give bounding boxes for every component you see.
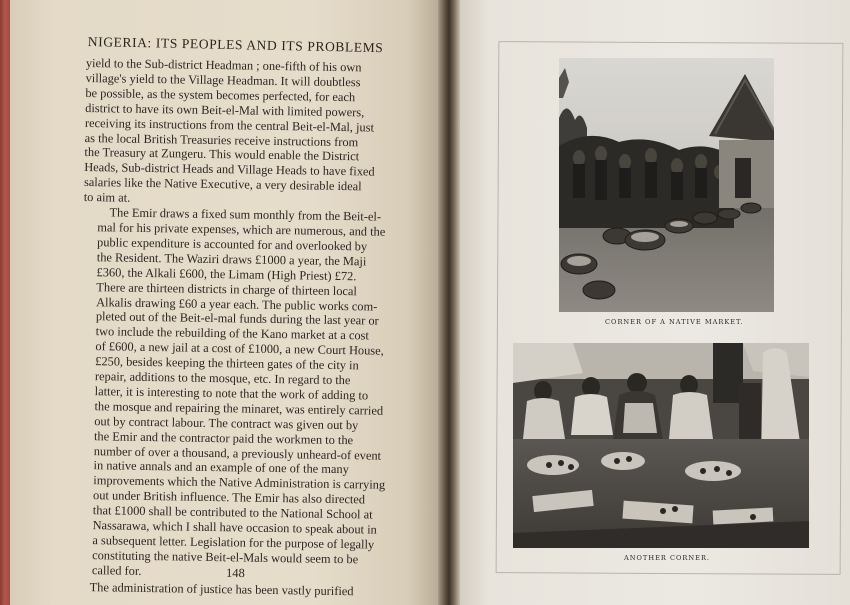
text-line: public expenditure is accounted for and overlooked by bbox=[96, 235, 368, 254]
text-line: constituting the native Beit-el-Mals would seem to be bbox=[92, 548, 359, 567]
text-line: Nassarawa, which I shall have occasion to speak about in bbox=[92, 518, 377, 537]
body-text bbox=[78, 56, 398, 599]
text-line: of £600, a new jail at a cost of £1000, a new Court House, bbox=[95, 339, 384, 358]
text-line: be possible, as the system becomes perfected, for each bbox=[85, 85, 356, 105]
text-line: pleted out of the Beit-el-mal funds during the last year or bbox=[95, 309, 379, 329]
text-line: district to have its own Beit-el-Mal with limited powers, bbox=[85, 100, 365, 120]
text-line: There are thirteen districts in charge of thirteen local bbox=[96, 279, 358, 298]
text-line: The administration of justice has been vastly purified bbox=[89, 579, 354, 598]
text-line: called for. bbox=[91, 562, 142, 578]
text-line: as the local British Treasuries receive instructions from bbox=[84, 130, 359, 149]
text-line: the Treasury at Zungeru. This would enable the District bbox=[84, 145, 360, 164]
paragraph-2 bbox=[78, 205, 396, 583]
book-gutter bbox=[438, 0, 460, 605]
plate-caption-top: CORNER OF A NATIVE MARKET. bbox=[605, 318, 744, 326]
text-line: two include the rebuilding of the Kano market at a cost bbox=[95, 324, 369, 343]
market-photo-top bbox=[559, 58, 774, 312]
text-line: £360, the Alkali £600, the Limam (High Priest) £72. bbox=[96, 264, 357, 283]
text-line: out by contract labour. The contract was given out by bbox=[94, 413, 359, 433]
text-line: improvements which the Native Administration is carrying bbox=[93, 473, 386, 493]
text-line: repair, additions to the mosque, etc. In regard to the bbox=[94, 369, 351, 388]
text-line: The Emir draws a fixed sum monthly from the Beit-el- bbox=[109, 205, 382, 224]
market-photo-bottom bbox=[513, 343, 809, 548]
text-line: number of over a thousand, a previously unheard-of event bbox=[93, 443, 382, 463]
text-line: Heads, Sub-district Heads and Village Heads to have fixed bbox=[84, 160, 375, 179]
book-cover-edge bbox=[0, 0, 10, 605]
text-line: salaries like the Native Executive, a very desirable ideal bbox=[83, 175, 362, 194]
text-line: yield to the Sub-district Headman ; one-fifth of his own bbox=[85, 56, 362, 75]
text-line: village's yield to the Village Headman. It will doubtless bbox=[85, 70, 361, 90]
page-number: 148 bbox=[225, 565, 245, 581]
market-photo-bottom-image bbox=[513, 343, 809, 548]
market-photo-top-image bbox=[559, 58, 774, 312]
text-line: receiving its instructions from the central Beit-el-Mal, just bbox=[84, 115, 375, 135]
text-line: Alkalis drawing £60 a year each. The public works com- bbox=[96, 294, 378, 314]
text-line: in native annals and an example of one of the many bbox=[93, 458, 349, 477]
text-line: latter, it is interesting to note that the work of adding to bbox=[94, 384, 369, 403]
text-line: a subsequent letter. Legislation for the purpose of legally bbox=[92, 533, 375, 552]
text-line: mal for his private expenses, which are numerous, and the bbox=[97, 220, 386, 239]
plate-caption-bottom: ANOTHER CORNER. bbox=[624, 554, 711, 562]
text-line: £250, besides keeping the thirteen gates of the city in bbox=[95, 354, 359, 373]
running-head: NIGERIA: ITS PEOPLES AND ITS PROBLEMS bbox=[87, 34, 384, 56]
text-line: to aim at. bbox=[83, 190, 131, 205]
text-line: the Resident. The Waziri draws £1000 a year, the Maji bbox=[96, 249, 367, 269]
text-line: out under British influence. The Emir has also directed bbox=[92, 488, 366, 507]
paragraph-1 bbox=[84, 56, 398, 210]
text-line: the Emir and the contractor paid the workmen to the bbox=[93, 428, 354, 447]
text-line: that £1000 shall be contributed to the National School at bbox=[92, 503, 373, 522]
text-line: the mosque and repairing the minaret, was entirely carried bbox=[94, 399, 384, 418]
